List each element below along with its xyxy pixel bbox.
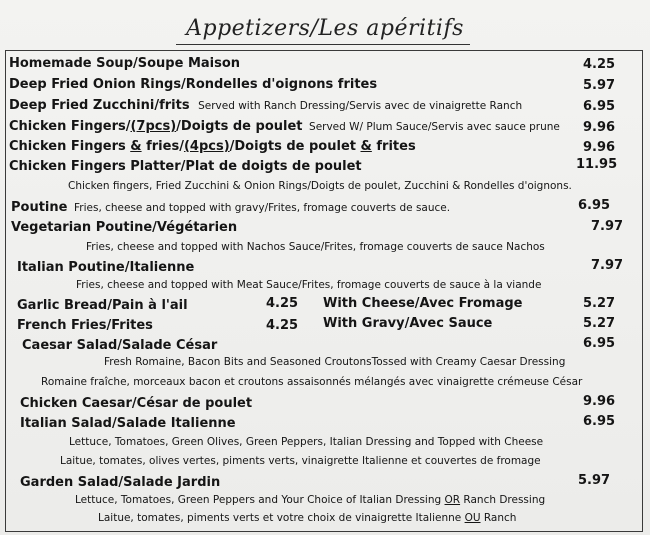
item-fingers-7-name-c: /Doigts de poulet <box>176 119 303 134</box>
title-underline <box>176 44 470 45</box>
item-fingers-fries-g: frites <box>371 139 416 154</box>
item-poutine-note: Fries, cheese and topped with gravy/Frites, fromage couverts de sauce. <box>74 202 451 214</box>
item-french-fries-name: French Fries/Frites <box>17 318 153 333</box>
item-garden-salad-desc-fr-a: Laitue, tomates, piments verts et votre choix de vinaigrette Italienne <box>98 512 465 524</box>
item-fingers-fries-b: & <box>130 139 142 154</box>
item-fingers-fries <box>9 140 416 153</box>
item-with-cheese-price: 5.27 <box>583 296 616 311</box>
item-platter-desc: Chicken fingers, Fried Zucchini & Onion Rings/Doigts de poulet, Zucchini & Rondelles d'oignons. <box>68 180 572 192</box>
item-fingers-7-price: 9.96 <box>583 120 616 135</box>
item-garden-salad-desc-en <box>75 495 545 506</box>
item-veg-poutine-desc: Fries, cheese and topped with Nachos Sauce/Frites, fromage couverts de sauce Nachos <box>86 241 545 253</box>
item-fingers-fries-c: fries/ <box>141 139 184 154</box>
item-zucchini-price: 6.95 <box>583 99 616 114</box>
item-veg-poutine-name: Vegetarian Poutine/Végétarien <box>11 220 238 235</box>
item-soup-name: Homemade Soup/Soupe Maison <box>9 56 241 71</box>
item-it-poutine-desc: Fries, cheese and topped with Meat Sauce/Frites, fromage couverts de sauce à la viande <box>76 279 542 291</box>
item-poutine-name: Poutine <box>11 200 68 215</box>
item-chicken-caesar-price: 9.96 <box>583 394 616 409</box>
item-with-gravy-name: With Gravy/Avec Sauce <box>323 316 493 331</box>
item-fingers-7-name-b: (7pcs) <box>130 119 177 134</box>
item-garden-salad-desc-fr-b: OU <box>464 512 481 524</box>
item-it-poutine-name: Italian Poutine/Italienne <box>17 260 195 275</box>
item-fingers-fries-d: (4pcs) <box>183 139 230 154</box>
item-it-poutine-price: 7.97 <box>591 258 624 273</box>
item-poutine-price: 6.95 <box>578 198 611 213</box>
item-caesar-price: 6.95 <box>583 336 616 351</box>
item-garlic-bread-name: Garlic Bread/Pain à l'ail <box>17 298 188 313</box>
item-garden-salad-name: Garden Salad/Salade Jardin <box>20 475 221 490</box>
item-zucchini-note: Served with Ranch Dressing/Servis avec de vinaigrette Ranch <box>198 100 523 112</box>
item-fingers-7 <box>9 120 560 133</box>
menu-title: Appetizers/Les apéritifs <box>186 16 464 41</box>
item-italian-salad-desc-en: Lettuce, Tomatoes, Green Olives, Green Peppers, Italian Dressing and Topped with Cheese <box>69 436 544 448</box>
item-with-cheese-name: With Cheese/Avec Fromage <box>323 296 523 311</box>
item-onion-rings-name: Deep Fried Onion Rings/Rondelles d'oignons frites <box>9 77 378 92</box>
item-garden-salad-desc-en-a: Lettuce, Tomatoes, Green Peppers and Your Choice of Italian Dressing <box>75 494 445 506</box>
item-garden-salad-desc-en-c: Ranch Dressing <box>460 494 546 506</box>
item-italian-salad-name: Italian Salad/Salade Italienne <box>20 416 236 431</box>
item-garden-salad-desc-fr <box>98 513 516 524</box>
item-fingers-fries-a: Chicken Fingers <box>9 139 131 154</box>
item-fingers-fries-price: 9.96 <box>583 140 616 155</box>
item-french-fries-price: 4.25 <box>266 318 299 333</box>
item-platter-price: 11.95 <box>576 157 618 172</box>
item-caesar-name: Caesar Salad/Salade César <box>22 338 218 353</box>
item-soup-price: 4.25 <box>583 57 616 72</box>
item-caesar-desc-fr: Romaine fraîche, morceaux bacon et croutons assaisonnés mélangés avec vinaigrette crémeuse César <box>41 376 583 388</box>
item-with-gravy-price: 5.27 <box>583 316 616 331</box>
item-fingers-fries-e: /Doigts de poulet <box>229 139 361 154</box>
item-garden-salad-desc-en-b: OR <box>444 494 461 506</box>
item-italian-salad-desc-fr: Laitue, tomates, olives vertes, piments verts, vinaigrette Italienne et couvertes de fromage <box>60 455 541 467</box>
item-zucchini <box>9 99 522 112</box>
item-fingers-7-name-a: Chicken Fingers/ <box>9 119 131 134</box>
item-platter-name: Chicken Fingers Platter/Plat de doigts de poulet <box>9 159 362 174</box>
item-caesar-desc-en: Fresh Romaine, Bacon Bits and Seasoned CroutonsTossed with Creamy Caesar Dressing <box>104 356 566 368</box>
item-zucchini-name: Deep Fried Zucchini/frits <box>9 98 190 113</box>
item-veg-poutine-price: 7.97 <box>591 219 624 234</box>
item-poutine <box>11 201 450 214</box>
item-onion-rings-price: 5.97 <box>583 78 616 93</box>
item-fingers-fries-f: & <box>360 139 372 154</box>
item-garden-salad-price: 5.97 <box>578 473 611 488</box>
item-garden-salad-desc-fr-c: Ranch <box>480 512 517 524</box>
item-italian-salad-price: 6.95 <box>583 414 616 429</box>
item-fingers-7-note: Served W/ Plum Sauce/Servis avec sauce prune <box>309 121 560 133</box>
item-chicken-caesar-name: Chicken Caesar/César de poulet <box>20 396 253 411</box>
item-garlic-bread-price: 4.25 <box>266 296 299 311</box>
